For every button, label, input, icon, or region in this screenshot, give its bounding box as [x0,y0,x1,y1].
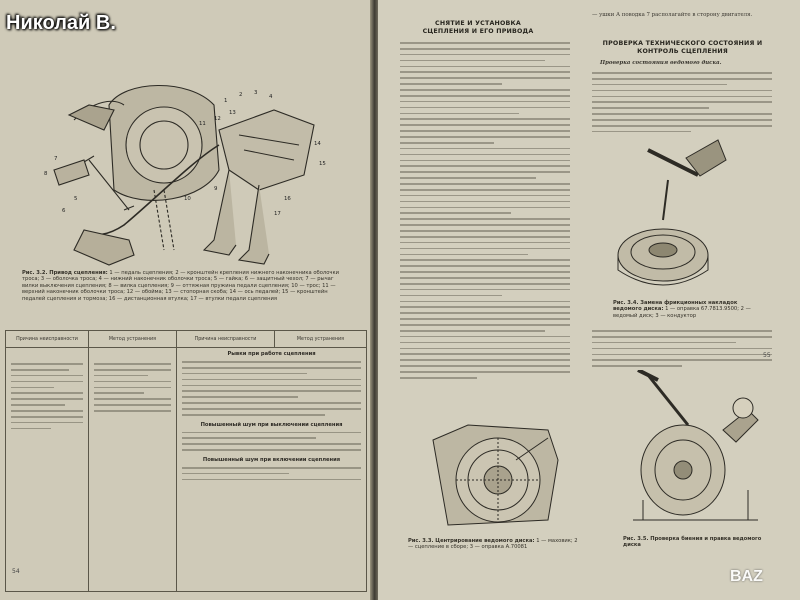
part-label: 13 [229,110,236,116]
page-number: 55 [763,352,771,359]
table-cell-text [178,467,365,480]
caption-text: 1 — педаль сцепления; 2 — кронштейн крепления нижнего наконечника оболочки троса; 3 — оболочка троса; 4 — нижний наконечник оболочки троса; 5 — гайка; 6 — защитный чехол; 7 — рычаг вилки выключения сцепления; 8 — вилка сцепления; 9 — оттяжная пружина педали сцепления; 10 — трос; 11 — верхний наконечник оболочки троса; 12 — обойма; 13 — стопорная скоба; 14 — ось педалей; 15 — кронштейн педалей сцепления и тормоза; 16 — дистанционная втулка; 17 — втулки педали сцепления [22,270,339,302]
baz-logo [730,568,763,586]
table-section-title: Рывки при работе сцепления [227,351,316,357]
table-header: Причина неисправности [177,331,275,348]
right-section-title: ПРОВЕРКА ТЕХНИЧЕСКОГО СОСТОЯНИЯ И КОНТРОЛЬ СЦЕПЛЕНИЯ [602,40,763,55]
part-label: 5 [74,196,78,202]
caption-title: Рис. 3.2. Привод сцепления: [22,270,108,276]
part-label: 17 [274,211,281,217]
part-label: 11 [199,121,206,127]
friction-lining-figure [608,130,738,300]
part-label: 2 [239,92,243,98]
uploader-watermark: Николай В. [6,12,116,34]
fault-table [5,330,367,592]
part-label: 3 [254,90,258,96]
logo-text: BAZ [730,568,763,585]
table-cell-text [90,349,175,412]
caption-text: 1 — маховик; 2 — сцепление в сборе; 3 — оправка А.70081 [408,538,578,551]
page-number: 54 [12,568,20,575]
section-title: СНЯТИЕ И УСТАНОВКА СЦЕПЛЕНИЯ И ЕГО ПРИВОДА [422,20,534,35]
part-label: 9 [214,186,218,192]
body-text-column [400,42,570,383]
figure-3-4-caption [613,300,763,319]
left-page [0,0,372,600]
part-label: 15 [319,161,326,167]
part-label: 8 [44,171,48,177]
figure-3-2-caption [22,270,342,302]
top-right-line: — ушки А поводка 7 располагайте в сторону двигателя. [592,12,753,18]
part-label: 12 [214,116,221,122]
part-label: 1 [224,98,228,104]
figure-3-3-caption [408,538,578,551]
runout-check-figure [628,370,768,535]
caption-title: Рис. 3.3. Центрирование ведомого диска: [408,538,535,544]
table-cell-text [7,349,87,429]
part-label: 14 [314,141,321,147]
part-label: 16 [284,196,291,202]
caption-title: Рис. 3.5. Проверка биения и правка ведомого диска [623,536,762,549]
right-page [378,0,800,600]
clutch-centering-figure [428,420,563,530]
part-label: 6 [62,208,66,214]
table-header: Метод устранения [89,331,177,348]
clutch-drive-figure [14,50,344,275]
caption-text: 1 — оправка 67.7813.9500; 2 — ведомый диск; 3 — кондуктор [613,306,751,319]
caption-title: Рис. 3.4. Замена фрикционных накладок ведомого диска: [613,300,738,313]
figure-3-5-caption [623,536,773,549]
part-label: 7 [54,156,58,162]
table-header: Метод устранения [275,331,367,348]
table-section-title: Повышенный шум при выключении сцепления [200,421,343,428]
body-text-column [592,330,772,371]
table-section-title: Повышенный шум при включении сцепления [202,456,341,463]
subheading: Проверка состояния ведомого диска. [600,60,722,66]
body-text-column [592,72,772,137]
table-header: Причина неисправности [6,331,89,348]
part-label: 4 [269,94,273,100]
part-label: 10 [184,196,191,202]
table-cell-text [178,361,365,416]
table-cell-text [178,432,365,451]
